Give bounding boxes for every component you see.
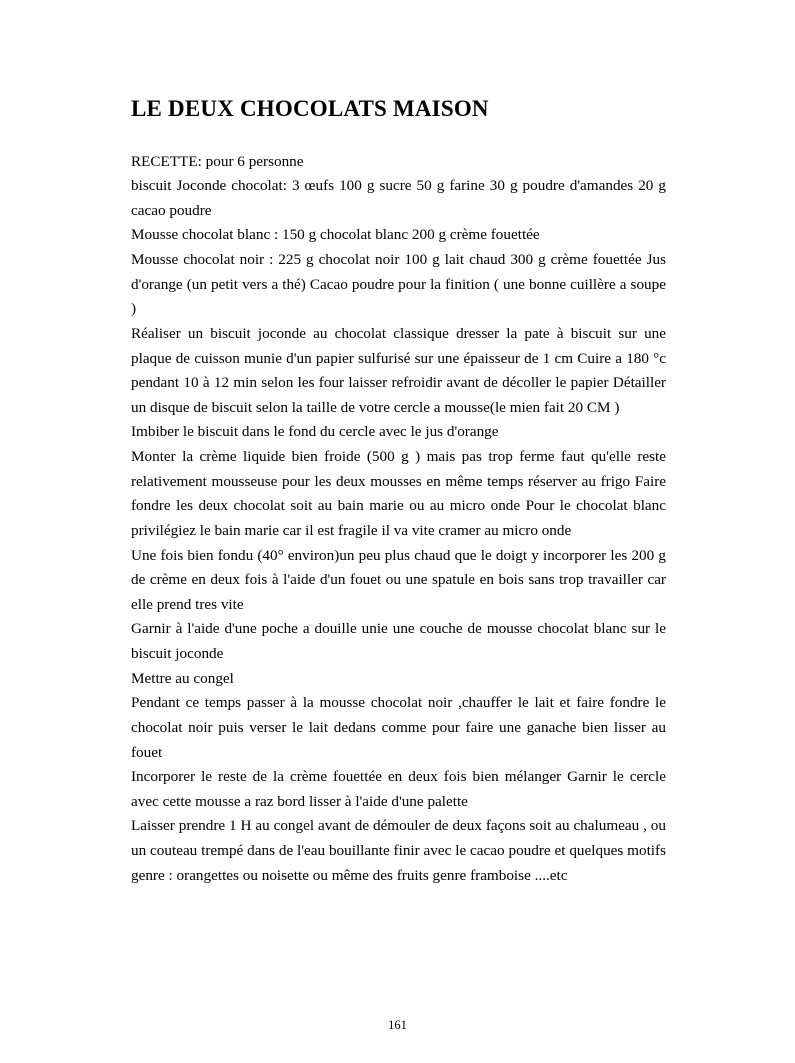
paragraph: Pendant ce temps passer à la mousse chocolat noir ,chauffer le lait et faire fondre le chocolat noir puis verser le lait dedans comme pour faire une ganache bien lisser au fouet [131,694,666,761]
document-content [131,95,666,888]
paragraph: Une fois bien fondu (40° environ)un peu plus chaud que le doigt y incorporer les 200 g de crème en deux fois à l'aide d'un fouet ou une spatule en bois sans trop travailler car elle prend tres vite [131,546,666,613]
paragraph: Mousse chocolat blanc : 150 g chocolat blanc 200 g crème fouettée [131,226,540,244]
paragraph: Imbiber le biscuit dans le fond du cercle avec le jus d'orange [131,423,499,441]
paragraph: Mettre au congel [131,669,234,687]
paragraph: Monter la crème liquide bien froide (500 g ) mais pas trop ferme faut qu'elle reste relativement mousseuse pour les deux mousses en même temps réserver au frigo Faire fondre les deux chocolat soit au bain marie ou au micro onde Pour le chocolat blanc privilégiez le bain marie car il est fragile il va vite cramer au micro onde [131,448,666,539]
paragraph: RECETTE: pour 6 personne [131,152,304,170]
paragraph: Laisser prendre 1 H au congel avant de démouler de deux façons soit au chalumeau , ou un couteau trempé dans de l'eau bouillante finir avec le cacao poudre et quelques motifs genre : orangettes ou noisette ou même des fruits genre framboise ....etc [131,817,666,884]
paragraph: Incorporer le reste de la crème fouettée en deux fois bien mélanger Garnir le cercle avec cette mousse a raz bord lisser à l'aide d'une palette [131,768,666,810]
page-title: LE DEUX CHOCOLATS MAISON [131,96,489,121]
page-number: 161 [388,1018,407,1032]
paragraph: Réaliser un biscuit joconde au chocolat classique dresser la pate à biscuit sur une plaque de cuisson munie d'un papier sulfurisé sur une épaisseur de 1 cm Cuire a 180 °c pendant 10 à 12 min selon les four laisser refroidir avant de décoller le papier Détailler un disque de biscuit selon la taille de votre cercle a mousse(le mien fait 20 CM ) [131,324,666,416]
paragraph: Garnir à l'aide d'une poche a douille unie une couche de mousse chocolat blanc sur le biscuit joconde [131,620,666,663]
paragraph: biscuit Joconde chocolat: 3 œufs 100 g sucre 50 g farine 30 g poudre d'amandes 20 g cacao poudre [131,177,666,219]
recipe-body [131,150,666,889]
paragraph: Mousse chocolat noir : 225 g chocolat noir 100 g lait chaud 300 g crème fouettée Jus d'orange (un petit vers a thé) Cacao poudre pour la finition ( une bonne cuillère a soupe ) [131,251,666,318]
